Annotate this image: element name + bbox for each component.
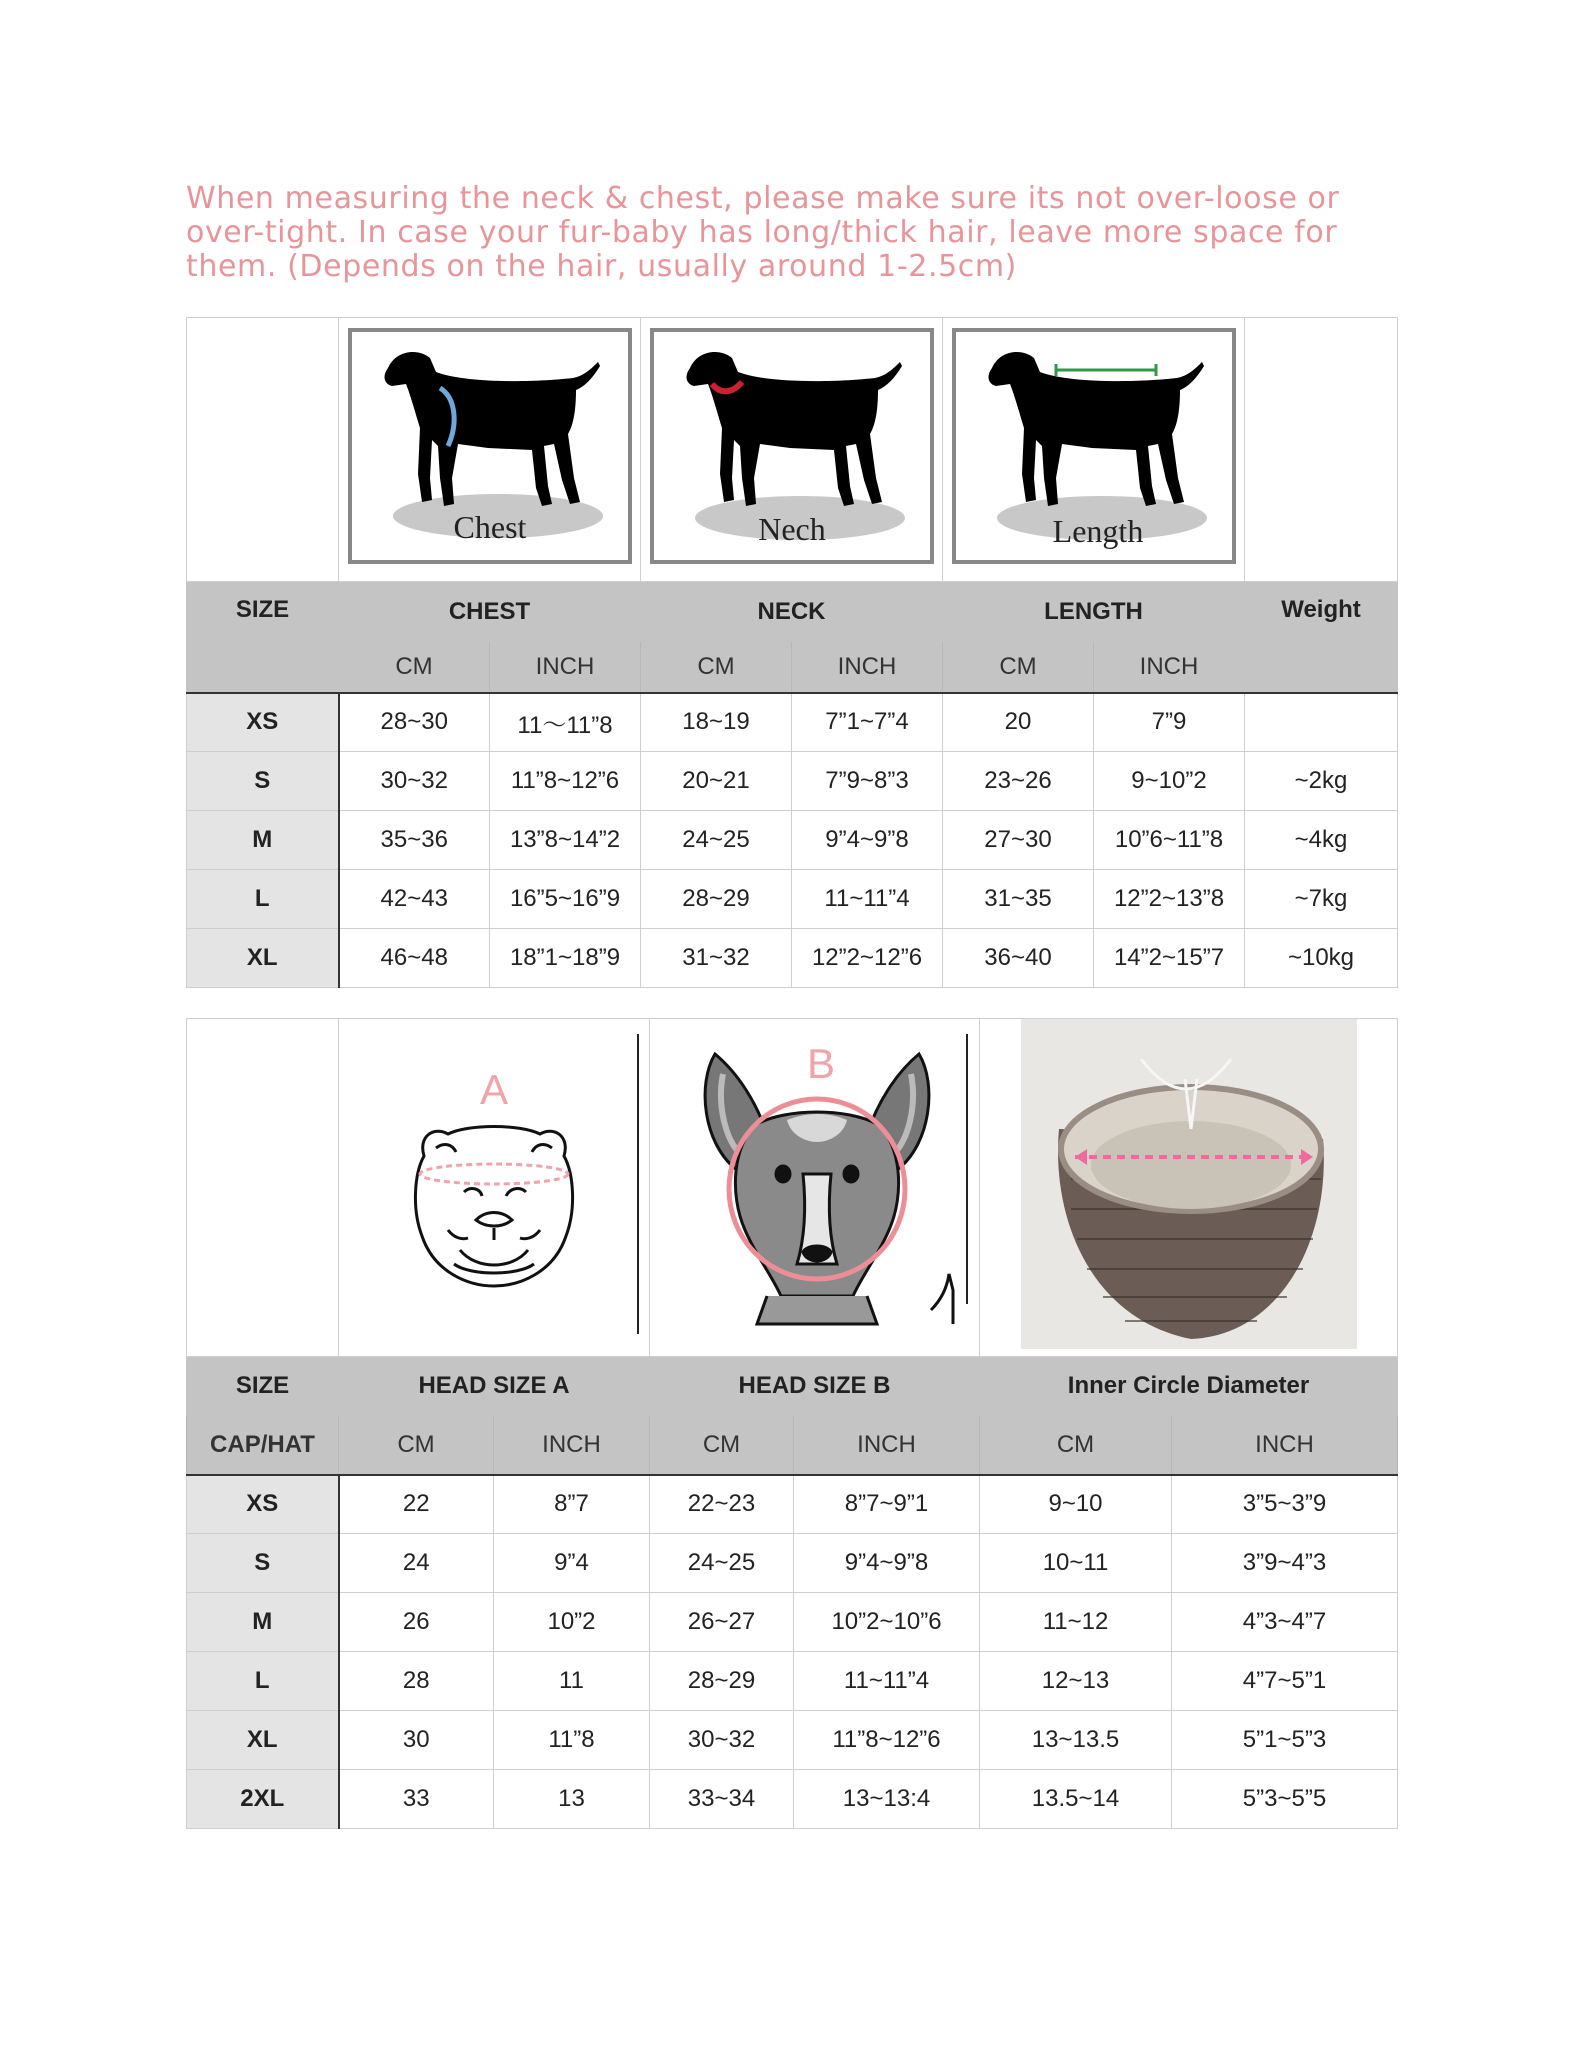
size-cell: XL (187, 1711, 339, 1770)
table-row (187, 752, 1398, 811)
table-cell: 8”7~9”1 (794, 1475, 980, 1534)
table-cell: 35~36 (339, 811, 490, 870)
table-cell: 23~26 (943, 752, 1094, 811)
table-cell: 3”5~3”9 (1172, 1475, 1398, 1534)
head-a-image-cell (339, 1019, 650, 1357)
table-cell: ~2kg (1245, 752, 1398, 811)
unit-header: CM (339, 1416, 494, 1475)
head-b-label: B (806, 1040, 835, 1087)
table-cell: 13~13.5 (980, 1711, 1172, 1770)
unit-header: INCH (1094, 642, 1245, 693)
cap-hat-header: CAP/HAT (187, 1416, 339, 1475)
table-cell: 42~43 (339, 870, 490, 929)
table-cell: 9~10 (980, 1475, 1172, 1534)
table-cell: 16”5~16”9 (490, 870, 641, 929)
unit-header: INCH (794, 1416, 980, 1475)
dog-neck-measure-icon (650, 328, 934, 564)
dog-head-measure-icon (657, 1024, 973, 1344)
table-cell: 11~12 (980, 1593, 1172, 1652)
table-cell: 12”2~12”6 (792, 929, 943, 988)
table-cell: 18~19 (641, 693, 792, 752)
hat-size-table (186, 1018, 1398, 1829)
table-cell: 36~40 (943, 929, 1094, 988)
table-cell: 10”2 (494, 1593, 650, 1652)
table-cell: 30~32 (650, 1711, 794, 1770)
unit-header: CM (943, 642, 1094, 693)
table-row (187, 1711, 1398, 1770)
neck-image-cell (641, 318, 943, 582)
size-cell: L (187, 870, 339, 929)
table-cell: 4”3~4”7 (1172, 1593, 1398, 1652)
weight-header: Weight (1245, 582, 1398, 693)
table-cell: 24 (339, 1534, 494, 1593)
table-cell: 8”7 (494, 1475, 650, 1534)
table-cell: 11 (494, 1652, 650, 1711)
table-cell: 9~10”2 (1094, 752, 1245, 811)
table-row (187, 1652, 1398, 1711)
size-header: SIZE (187, 582, 339, 693)
size-cell: XS (187, 693, 339, 752)
blank-image-cell (187, 1019, 339, 1357)
size-cell: M (187, 811, 339, 870)
table-row (187, 1593, 1398, 1652)
chest-image-label: Chest (453, 509, 526, 545)
table-cell: 3”9~4”3 (1172, 1534, 1398, 1593)
table-cell: 5”3~5”5 (1172, 1770, 1398, 1829)
size-cell: XL (187, 929, 339, 988)
table-cell: 4”7~5”1 (1172, 1652, 1398, 1711)
table-cell: 28~29 (641, 870, 792, 929)
head-a-label: A (479, 1066, 509, 1113)
measuring-note: When measuring the neck & chest, please make sure its not over-loose or over-tight. In case your fur-baby has long/thick hair, leave more space for them. (Depends on the hair, usually around 1-2.5cm) (186, 181, 1340, 284)
unit-header: CM (339, 642, 490, 693)
table-cell: 31~35 (943, 870, 1094, 929)
head-size-b-header: HEAD SIZE B (650, 1357, 980, 1416)
unit-header: INCH (494, 1416, 650, 1475)
table-cell: 24~25 (650, 1534, 794, 1593)
size-cell: S (187, 1534, 339, 1593)
table-cell: 26~27 (650, 1593, 794, 1652)
blank-image-cell (187, 318, 339, 582)
table-cell: 27~30 (943, 811, 1094, 870)
size-cell: 2XL (187, 1770, 339, 1829)
dog-length-measure-icon (952, 328, 1236, 564)
table-cell: ~4kg (1245, 811, 1398, 870)
table-cell: 11”8 (494, 1711, 650, 1770)
inner-circle-image-cell (980, 1019, 1398, 1357)
inner-circle-header: Inner Circle Diameter (980, 1357, 1398, 1416)
neck-header: NECK (641, 582, 943, 642)
table-cell: 10”2~10”6 (794, 1593, 980, 1652)
table-row (187, 1475, 1398, 1534)
table-cell: 20~21 (641, 752, 792, 811)
unit-header: INCH (1172, 1416, 1398, 1475)
table-row (187, 929, 1398, 988)
body-size-table (186, 317, 1398, 988)
size-cell: M (187, 1593, 339, 1652)
table-cell: 33~34 (650, 1770, 794, 1829)
table-cell: 22 (339, 1475, 494, 1534)
table-cell: ~10kg (1245, 929, 1398, 988)
table-cell: 28 (339, 1652, 494, 1711)
table-cell: 30~32 (339, 752, 490, 811)
size-cell: L (187, 1652, 339, 1711)
table-cell: 11～11”8 (490, 693, 641, 752)
unit-header: INCH (792, 642, 943, 693)
table-cell: 20 (943, 693, 1094, 752)
table-cell: 13.5~14 (980, 1770, 1172, 1829)
table-cell (1245, 693, 1398, 752)
table-cell: 46~48 (339, 929, 490, 988)
table-row (187, 693, 1398, 752)
table-row (187, 811, 1398, 870)
size-cell: XS (187, 1475, 339, 1534)
pug-head-measure-icon (340, 1024, 648, 1344)
chest-header: CHEST (339, 582, 641, 642)
table-cell: 7”9 (1094, 693, 1245, 752)
unit-header: INCH (490, 642, 641, 693)
table-row (187, 1534, 1398, 1593)
table-cell: 28~29 (650, 1652, 794, 1711)
chest-image-cell (339, 318, 641, 582)
table-cell: 7”9~8”3 (792, 752, 943, 811)
table-cell: 13~13:4 (794, 1770, 980, 1829)
table-cell: 22~23 (650, 1475, 794, 1534)
table-cell: 24~25 (641, 811, 792, 870)
blank-image-cell (1245, 318, 1398, 582)
table-cell: 30 (339, 1711, 494, 1770)
head-b-image-cell (650, 1019, 980, 1357)
table-cell: 10”6~11”8 (1094, 811, 1245, 870)
table-cell: 5”1~5”3 (1172, 1711, 1398, 1770)
length-image-cell (943, 318, 1245, 582)
length-image-label: Length (1052, 513, 1143, 549)
table-cell: 11”8~12”6 (794, 1711, 980, 1770)
table-row (187, 1770, 1398, 1829)
table-cell: 14”2~15”7 (1094, 929, 1245, 988)
table-cell: 11~11”4 (792, 870, 943, 929)
table-cell: 11~11”4 (794, 1652, 980, 1711)
unit-header: CM (650, 1416, 794, 1475)
dog-chest-measure-icon (348, 328, 632, 564)
unit-header: CM (641, 642, 792, 693)
table-cell: 12~13 (980, 1652, 1172, 1711)
table-cell: ~7kg (1245, 870, 1398, 929)
table-cell: 26 (339, 1593, 494, 1652)
table-cell: 7”1~7”4 (792, 693, 943, 752)
cap-inner-circle-photo (1021, 1019, 1357, 1349)
size-header: SIZE (187, 1357, 339, 1416)
table-cell: 28~30 (339, 693, 490, 752)
table-cell: 9”4 (494, 1534, 650, 1593)
table-cell: 10~11 (980, 1534, 1172, 1593)
size-cell: S (187, 752, 339, 811)
unit-header: CM (980, 1416, 1172, 1475)
table-cell: 33 (339, 1770, 494, 1829)
table-cell: 11”8~12”6 (490, 752, 641, 811)
head-size-a-header: HEAD SIZE A (339, 1357, 650, 1416)
length-header: LENGTH (943, 582, 1245, 642)
table-row (187, 870, 1398, 929)
table-cell: 31~32 (641, 929, 792, 988)
table-cell: 18”1~18”9 (490, 929, 641, 988)
table-cell: 12”2~13”8 (1094, 870, 1245, 929)
table-cell: 13 (494, 1770, 650, 1829)
table-cell: 13”8~14”2 (490, 811, 641, 870)
table-cell: 9”4~9”8 (794, 1534, 980, 1593)
neck-image-label: Nech (757, 511, 826, 547)
table-cell: 9”4~9”8 (792, 811, 943, 870)
